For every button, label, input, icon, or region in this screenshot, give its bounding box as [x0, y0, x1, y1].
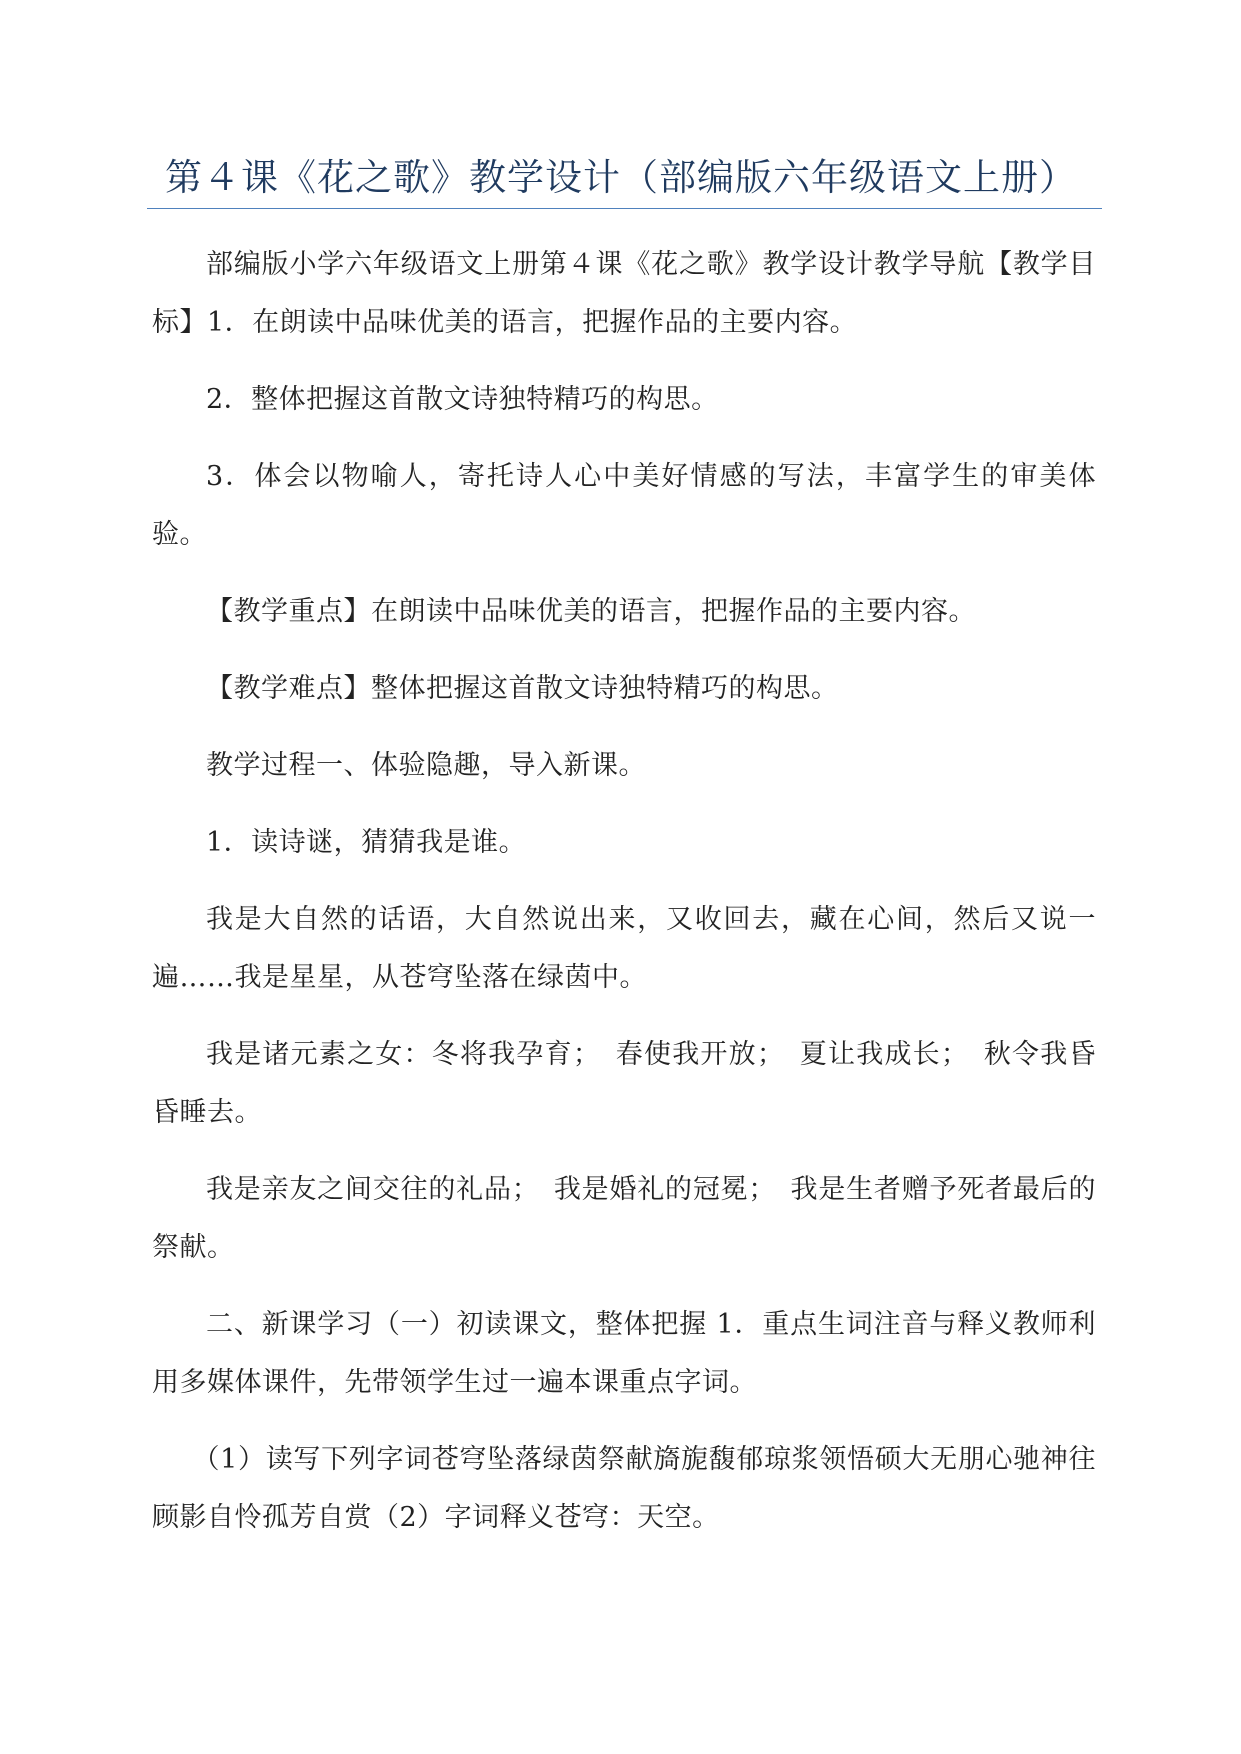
document-body	[152, 236, 1096, 1566]
paragraph-objective-3: 3．体会以物喻人，寄托诗人心中美好情感的写法，丰富学生的审美体验。	[152, 461, 1096, 550]
paragraph-key-point: 【教学重点】在朗读中品味优美的语言，把握作品的主要内容。	[206, 596, 976, 627]
paragraph-vocabulary: （1）读写下列字词苍穹坠落绿茵祭献旖旎馥郁琼浆领悟硕大无朋心驰神往顾影自怜孤芳自赏（2）字词释义苍穹：天空。	[152, 1444, 1096, 1533]
paragraph-process-step-1: 教学过程一、体验隐趣，导入新课。	[206, 750, 646, 781]
paragraph-riddle-intro: 1．读诗谜，猜猜我是谁。	[206, 827, 527, 858]
paragraph-difficult-point: 【教学难点】整体把握这首散文诗独特精巧的构思。	[206, 673, 839, 704]
paragraph-riddle-2: 我是诸元素之女：冬将我孕育； 春使我开放； 夏让我成长； 秋令我昏昏睡去。	[152, 1039, 1096, 1128]
title-underline	[147, 208, 1102, 209]
paragraph-riddle-3: 我是亲友之间交往的礼品； 我是婚礼的冠冕； 我是生者赠予死者最后的祭献。	[152, 1174, 1096, 1263]
paragraph-new-lesson: 二、新课学习（一）初读课文，整体把握 1．重点生词注音与释义教师利用多媒体课件，先带领学生过一遍本课重点字词。	[152, 1309, 1096, 1398]
paragraph-objective-2: 2．整体把握这首散文诗独特精巧的构思。	[206, 384, 719, 415]
paragraph-intro-objectives: 部编版小学六年级语文上册第４课《花之歌》教学设计教学导航【教学目标】1．在朗读中品味优美的语言，把握作品的主要内容。	[152, 249, 1096, 338]
document-title: 第４课《花之歌》教学设计（部编版六年级语文上册）	[165, 156, 1077, 199]
paragraph-riddle-1: 我是大自然的话语，大自然说出来，又收回去，藏在心间，然后又说一遍……我是星星，从苍穹坠落在绿茵中。	[152, 904, 1096, 993]
